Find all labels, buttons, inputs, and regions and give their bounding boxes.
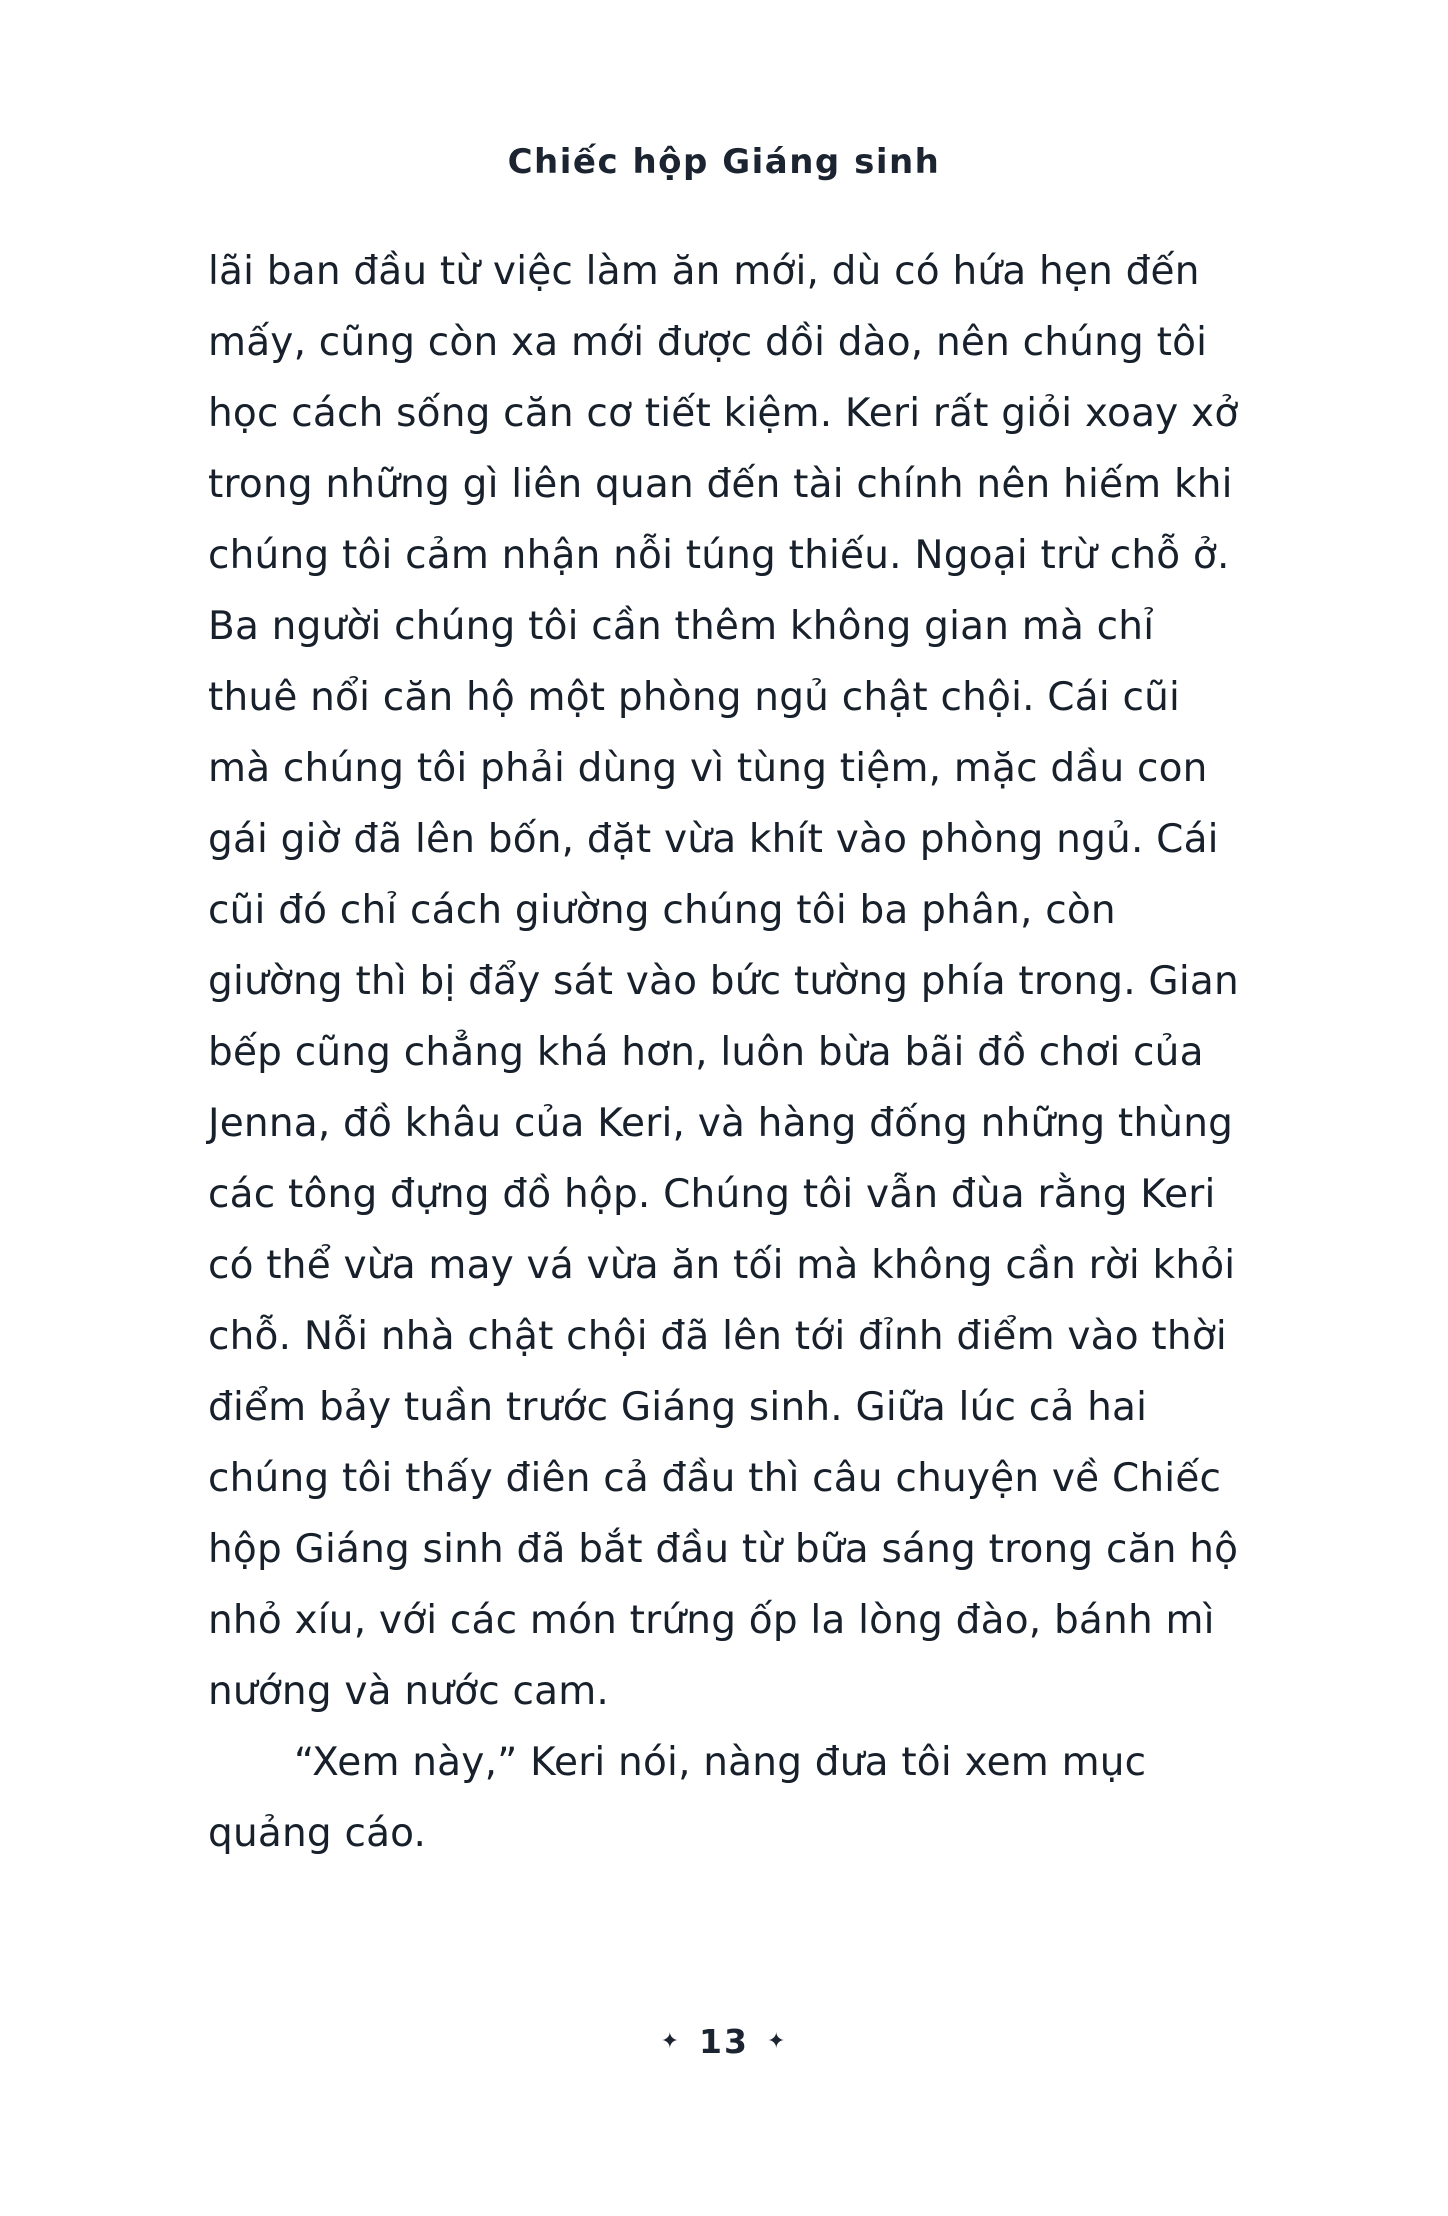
body-text-column (208, 236, 1248, 1869)
paragraph: lãi ban đầu từ việc làm ăn mới, dù có hứa hẹn đến mấy, cũng còn xa mới được dồi dào, nên chúng tôi học cách sống căn cơ tiết kiệm. Keri rất giỏi xoay xở trong những gì liên quan đến tài chính nên hiếm khi chúng tôi cảm nhận nỗi túng thiếu. Ngoại trừ chỗ ở. Ba người chúng tôi cần thêm không gian mà chỉ thuê nổi căn hộ một phòng ngủ chật chội. Cái cũi mà chúng tôi phải dùng vì tùng tiệm, mặc dầu con gái giờ đã lên bốn, đặt vừa khít vào phòng ngủ. Cái cũi đó chỉ cách giường chúng tôi ba phân, còn giường thì bị đẩy sát vào bức tường phía trong. Gian bếp cũng chẳng khá hơn, luôn bừa bãi đồ chơi của Jenna, đồ khâu của Keri, và hàng đống những thùng các tông đựng đồ hộp. Chúng tôi vẫn đùa rằng Keri có thể vừa may vá vừa ăn tối mà không cần rời khỏi chỗ. Nỗi nhà chật chội đã lên tới đỉnh điểm vào thời điểm bảy tuần trước Giáng sinh. Giữa lúc cả hai chúng tôi thấy điên cả đầu thì câu chuyện về Chiếc hộp Giáng sinh đã bắt đầu từ bữa sáng trong căn hộ nhỏ xíu, với các món trứng ốp la lòng đào, bánh mì nướng và nước cam. (208, 249, 1239, 1714)
page-number: 13 (699, 2022, 749, 2061)
paragraph: “Xem này,” Keri nói, nàng đưa tôi xem mục quảng cáo. (208, 1740, 1147, 1856)
page-folio (0, 2020, 1448, 2061)
diamond-ornament-icon: ✦ (766, 2029, 788, 2054)
running-head: Chiếc hộp Giáng sinh (507, 142, 941, 182)
diamond-ornament-icon: ✦ (660, 2029, 682, 2054)
